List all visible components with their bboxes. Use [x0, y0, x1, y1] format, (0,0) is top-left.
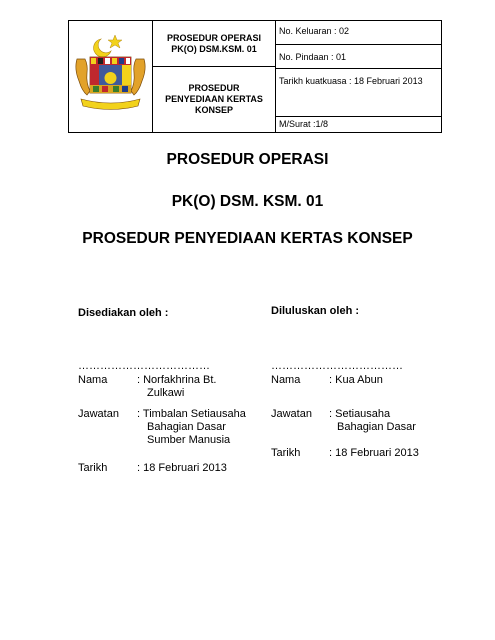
approved-position-label: Jawatan — [271, 408, 312, 420]
prepared-position-value: : Timbalan Setiausaha — [137, 408, 246, 420]
approved-date-label: Tarikh — [271, 447, 301, 459]
approved-name-value: : Kua Abun — [329, 374, 383, 386]
document-code: PK(O) DSM. KSM. 01 — [171, 193, 324, 210]
header-subtitle-line: PENYEDIAAN KERTAS — [165, 94, 263, 104]
header-meta-cell — [276, 21, 441, 132]
header-title-line: PK(O) DSM.KSM. 01 — [171, 43, 257, 54]
prepared-date-value: : 18 Februari 2013 — [137, 462, 227, 474]
prepared-name-value: Zulkawi — [147, 387, 185, 399]
header-subtitle-line: KONSEP — [194, 105, 233, 115]
prepared-position-value: Bahagian Dasar — [147, 421, 226, 433]
document-header-table — [68, 20, 442, 133]
prepared-by-heading: Disediakan oleh : — [78, 307, 169, 319]
approved-name-label: Nama — [271, 374, 301, 386]
approved-by-heading: Diluluskan oleh : — [271, 305, 360, 317]
approved-date-value: : 18 Februari 2013 — [329, 447, 419, 459]
header-subtitle — [153, 67, 275, 132]
header-title-line: PROSEDUR OPERASI — [166, 32, 262, 43]
header-title-top — [153, 21, 275, 67]
document-subject: PROSEDUR PENYEDIAAN KERTAS KONSEP — [82, 230, 413, 247]
prepared-signature-line: ……………………………… — [78, 360, 210, 372]
prepared-date-label: Tarikh — [78, 462, 108, 474]
prepared-position-value: Sumber Manusia — [147, 434, 231, 446]
header-title-cell — [153, 21, 276, 132]
effective-date: Tarikh kuatkuasa : 18 Februari 2013 — [276, 69, 441, 117]
crest-cell — [69, 21, 153, 132]
issue-number: No. Keluaran : 02 — [276, 21, 441, 45]
approved-position-value: : Setiausaha — [329, 408, 391, 420]
amendment-number: No. Pindaan : 01 — [276, 45, 441, 69]
prepared-position-label: Jawatan — [78, 408, 119, 420]
page-number: M/Surat :1/8 — [279, 119, 329, 129]
prepared-name-value: : Norfakhrina Bt. — [137, 374, 217, 386]
approved-position-value: Bahagian Dasar — [337, 421, 416, 433]
prepared-name-label: Nama — [78, 374, 108, 386]
approved-signature-line: ……………………………… — [271, 360, 403, 372]
coat-of-arms-logo — [69, 21, 152, 132]
document-title: PROSEDUR OPERASI — [166, 151, 329, 168]
header-subtitle-line: PROSEDUR — [188, 83, 240, 93]
